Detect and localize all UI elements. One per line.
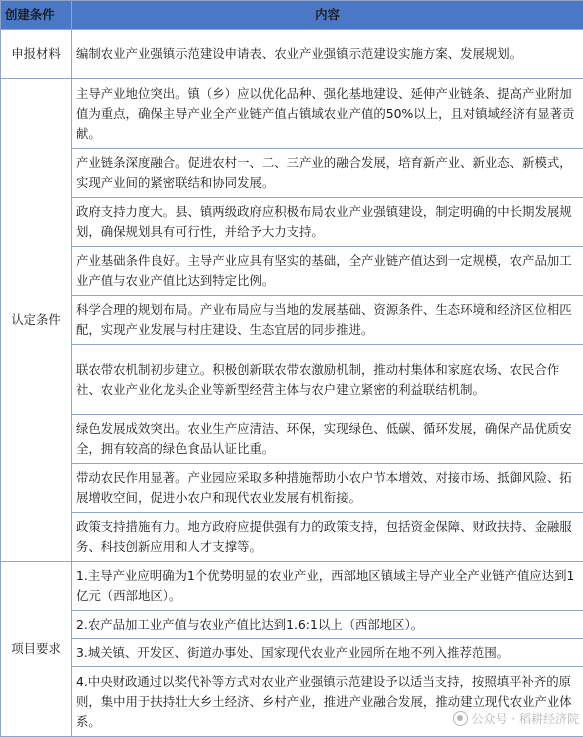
category-cell: 项目要求 [1, 562, 72, 737]
table-row [1, 639, 583, 667]
content-cell: 科学合理的规划布局。产业布局应与当地的发展基础、资源条件、生态环境和经济区位相匹配，实现产业发展与村庄建设、生态宜居的同步推进。 [72, 296, 583, 345]
table-row [1, 198, 583, 247]
content-cell: 政策支持措施有力。地方政府应提供强有力的政策支持，包括资金保障、财政扶持、金融服务、科技创新应用和人才支撑等。 [72, 513, 583, 562]
content-cell: 3.城关镇、开发区、街道办事处、国家现代农业产业园所在地不列入推荐范围。 [72, 639, 583, 667]
content-cell: 联农带农机制初步建立。积极创新联农带农激励机制，推动村集体和家庭农场、农民合作社、农业产业化龙头企业等新型经营主体与农户建立紧密的利益联结机制。 [72, 345, 583, 415]
category-cell: 申报材料 [1, 30, 72, 79]
table-row [1, 345, 583, 415]
table-row [1, 296, 583, 345]
table-row [1, 562, 583, 611]
header-content: 内容 [72, 1, 583, 30]
content-cell: 产业基础条件良好。主导产业应具有坚实的基础，全产业链产值达到一定规模，农产品加工业产值与农业产值比达到特定比例。 [72, 247, 583, 296]
content-cell: 4.中央财政通过以奖代补等方式对农业产业强镇示范建设予以适当支持，按照填平补齐的原则，集中用于扶持壮大乡土经济、乡村产业，推进产业融合发展，推动建立现代农业产业体系。 [72, 667, 583, 737]
content-cell: 2.农产品加工业产值与农业产值比达到1.6:1以上（西部地区）。 [72, 611, 583, 639]
header-row [1, 1, 583, 30]
table-row [1, 149, 583, 198]
content-cell: 政府支持力度大。县、镇两级政府应积极布局农业产业强镇建设，制定明确的中长期发展规划，确保规划具有可行性，并给予大力支持。 [72, 198, 583, 247]
table-row [1, 611, 583, 639]
watermark-text: 公众号 · 稻耕经济院 [472, 710, 579, 727]
header-category: 创建条件 [1, 1, 72, 30]
table-row [1, 79, 583, 149]
table-row [1, 415, 583, 464]
table-row [1, 247, 583, 296]
content-cell: 编制农业产业强镇示范建设申请表、农业产业强镇示范建设实施方案、发展规划。 [72, 30, 583, 79]
table-row [1, 667, 583, 737]
table-row [1, 464, 583, 513]
content-cell: 带动农民作用显著。产业园应采取多种措施帮助小农户节本增效、对接市场、抵御风险、拓展增收空间，促进小农户和现代农业发展有机衔接。 [72, 464, 583, 513]
content-cell: 绿色发展成效突出。农业生产应清洁、环保，实现绿色、低碳、循环发展，确保产品优质安全，拥有较高的绿色食品认证比重。 [72, 415, 583, 464]
table-row [1, 513, 583, 562]
content-cell: 产业链条深度融合。促进农村一、二、三产业的融合发展，培育新产业、新业态、新模式，实现产业间的紧密联结和协同发展。 [72, 149, 583, 198]
category-cell: 认定条件 [1, 79, 72, 562]
content-cell: 主导产业地位突出。镇（乡）应以优化品种、强化基地建设、延伸产业链条、提高产业附加值为重点，确保主导产业全产业链产值占镇域农业产值的50%以上，且对镇域经济有显著贡献。 [72, 79, 583, 149]
content-cell: 1.主导产业应明确为1个优势明显的农业产业，西部地区镇域主导产业全产业链产值应达到1亿元（西部地区）。 [72, 562, 583, 611]
table-row [1, 30, 583, 79]
